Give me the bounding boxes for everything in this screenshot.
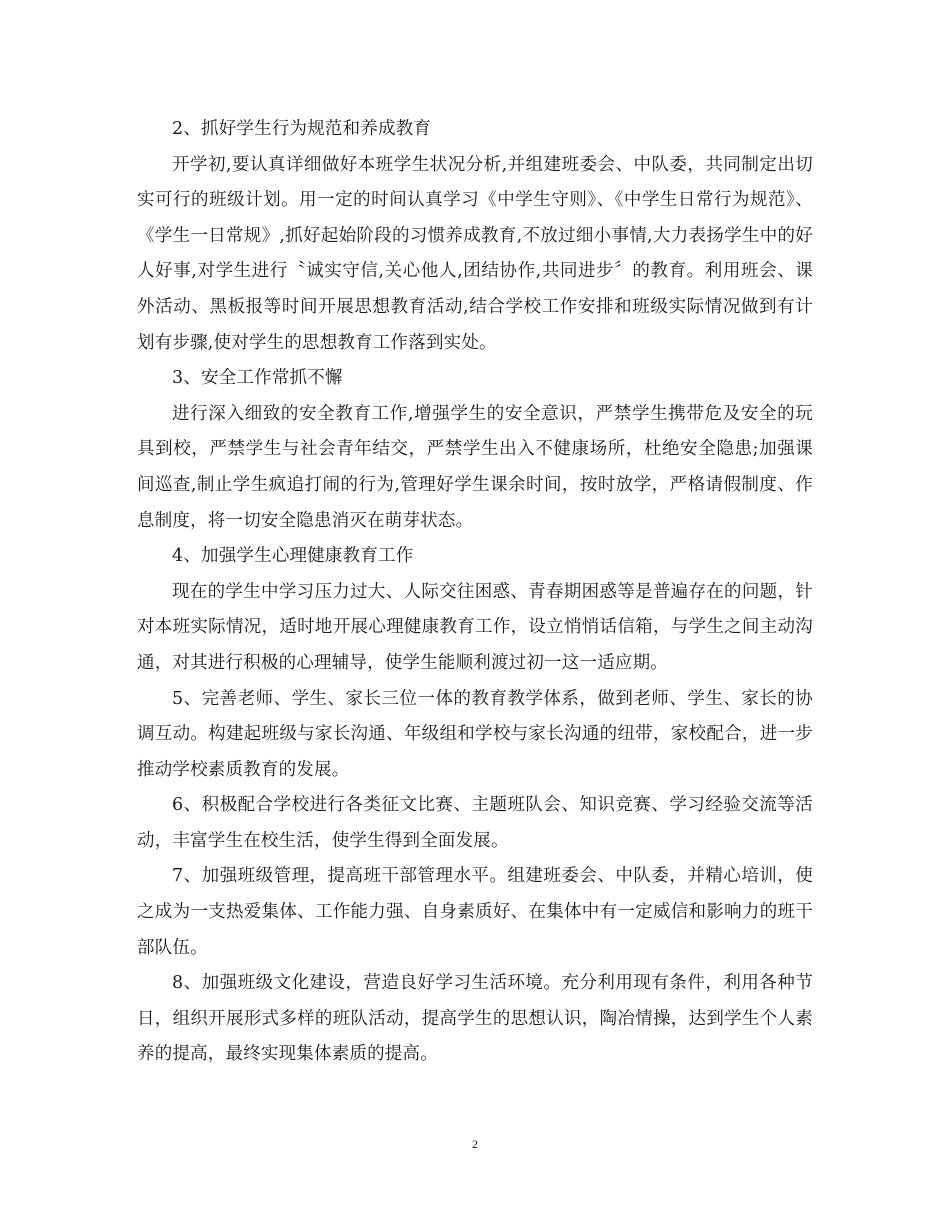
paragraph-safety-education: 进行深入细致的安全教育工作,增强学生的安全意识，严禁学生携带危及安全的玩具到校，严禁学生与社会青年结交，严禁学生出入不健康场所，杜绝安全隐患;加强课间巡查,制止学生疯追打闹的行为,管理好学生课余时间，按时放学，严格请假制度、作息制度，将一切安全隐患消灭在萌芽状态。 (137, 403, 813, 531)
paragraph-item-5: 5、完善老师、学生、家长三位一体的教育教学体系，做到老师、学生、家长的协调互动。构建起班级与家长沟通、年级组和学校与家长沟通的纽带，家校配合，进一步推动学校素质教育的发展。 (137, 688, 813, 780)
section-heading-safety: 3、安全工作常抓不懈 (172, 368, 343, 389)
page-number: 2 (472, 1137, 478, 1151)
paragraph-item-7: 7、加强班级管理，提高班干部管理水平。组建班委会、中队委，并精心培训，使之成为一支热爱集体、工作能力强、自身素质好、在集体中有一定威信和影响力的班干部队伍。 (137, 866, 813, 958)
section-heading-mental-health: 4、加强学生心理健康教育工作 (172, 546, 414, 567)
document-body (137, 112, 813, 1073)
section-heading-behavior: 2、抓好学生行为规范和养成教育 (172, 119, 432, 139)
paragraph-behavior-education: 开学初,要认真详细做好本班学生状况分析,并组建班委会、中队委，共同制定出切实可行的班级计划。用一定的时间认真学习《中学生守则》、《中学生日常行为规范》、《学生一日常规》,抓好起始阶段的习惯养成教育,不放过细小事情,大力表扬学生中的好人好事,对学生进行〝诚实守信,关心他人,团结协作,共同进步〞的教育。利用班会、课外活动、黑板报等时间开展思想教育活动,结合学校工作安排和班级实际情况做到有计划有步骤,使对学生的思想教育工作落到实处。 (137, 154, 813, 353)
paragraph-item-8: 8、加强班级文化建设，营造良好学习生活环境。充分利用现有条件，利用各种节日，组织开展形式多样的班队活动，提高学生的思想认识，陶冶情操，达到学生个人素养的提高，最终实现集体素质的提高。 (137, 973, 813, 1065)
paragraph-mental-health: 现在的学生中学习压力过大、人际交往困惑、青春期困惑等是普遍存在的问题，针对本班实际情况，适时地开展心理健康教育工作，设立悄悄话信箱，与学生之间主动沟通，对其进行积极的心理辅导，使学生能顺利渡过初一这一适应期。 (137, 581, 813, 673)
paragraph-item-6: 6、积极配合学校进行各类征文比赛、主题班队会、知识竞赛、学习经验交流等活动，丰富学生在校生活，使学生得到全面发展。 (137, 795, 813, 851)
